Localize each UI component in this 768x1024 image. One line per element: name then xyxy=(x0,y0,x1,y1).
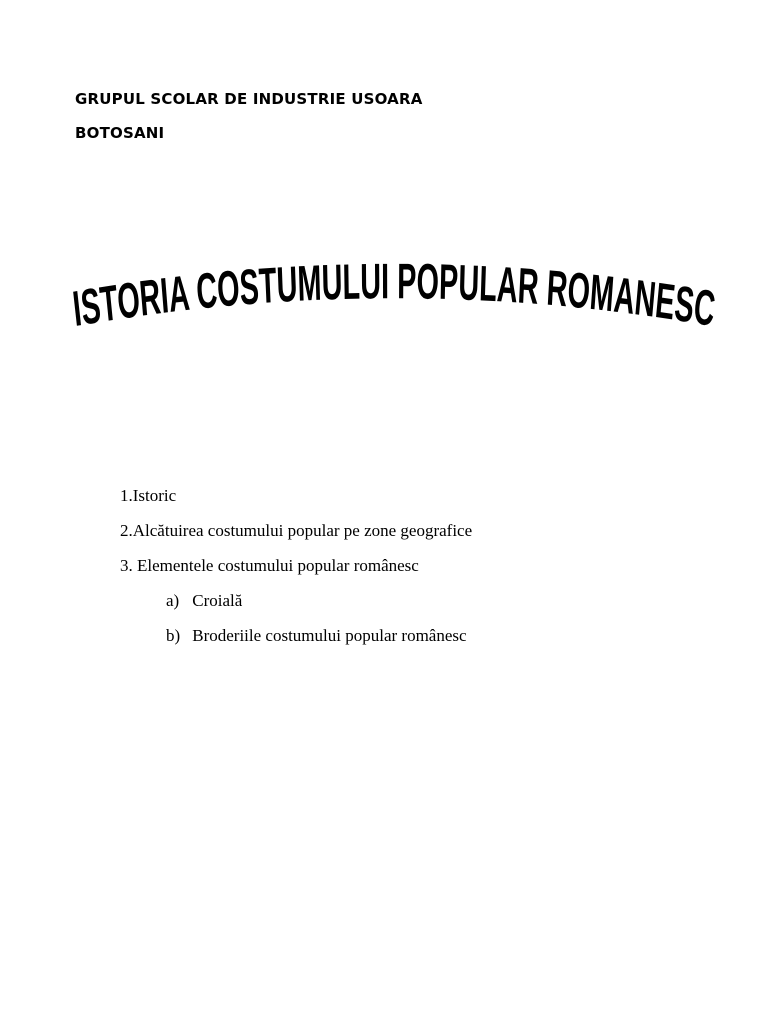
school-name: GRUPUL SCOLAR DE INDUSTRIE USOARA xyxy=(75,90,423,108)
table-of-contents xyxy=(120,478,472,653)
list-marker: a) xyxy=(166,591,180,610)
title-text xyxy=(70,252,726,339)
toc-subitem-broderiile xyxy=(120,618,472,653)
toc-item-elementele: 3. Elementele costumului popular românesc xyxy=(120,556,419,575)
list-marker: b) xyxy=(166,626,181,645)
subitem-label: Broderiile costumului popular românesc xyxy=(192,626,467,645)
school-city: BOTOSANI xyxy=(75,124,165,142)
wordart-title xyxy=(70,252,726,354)
toc-item-alcatuirea: 2.Alcătuirea costumului popular pe zone geografice xyxy=(120,521,473,540)
title-textpath: ISTORIA COSTUMULUI POPULAR ROMANESC xyxy=(70,252,726,339)
document-title xyxy=(70,252,726,354)
subitem-label: Croială xyxy=(192,591,243,610)
toc-subitem-croiala xyxy=(120,583,472,618)
toc-item-istoric: 1.Istoric xyxy=(120,486,177,505)
